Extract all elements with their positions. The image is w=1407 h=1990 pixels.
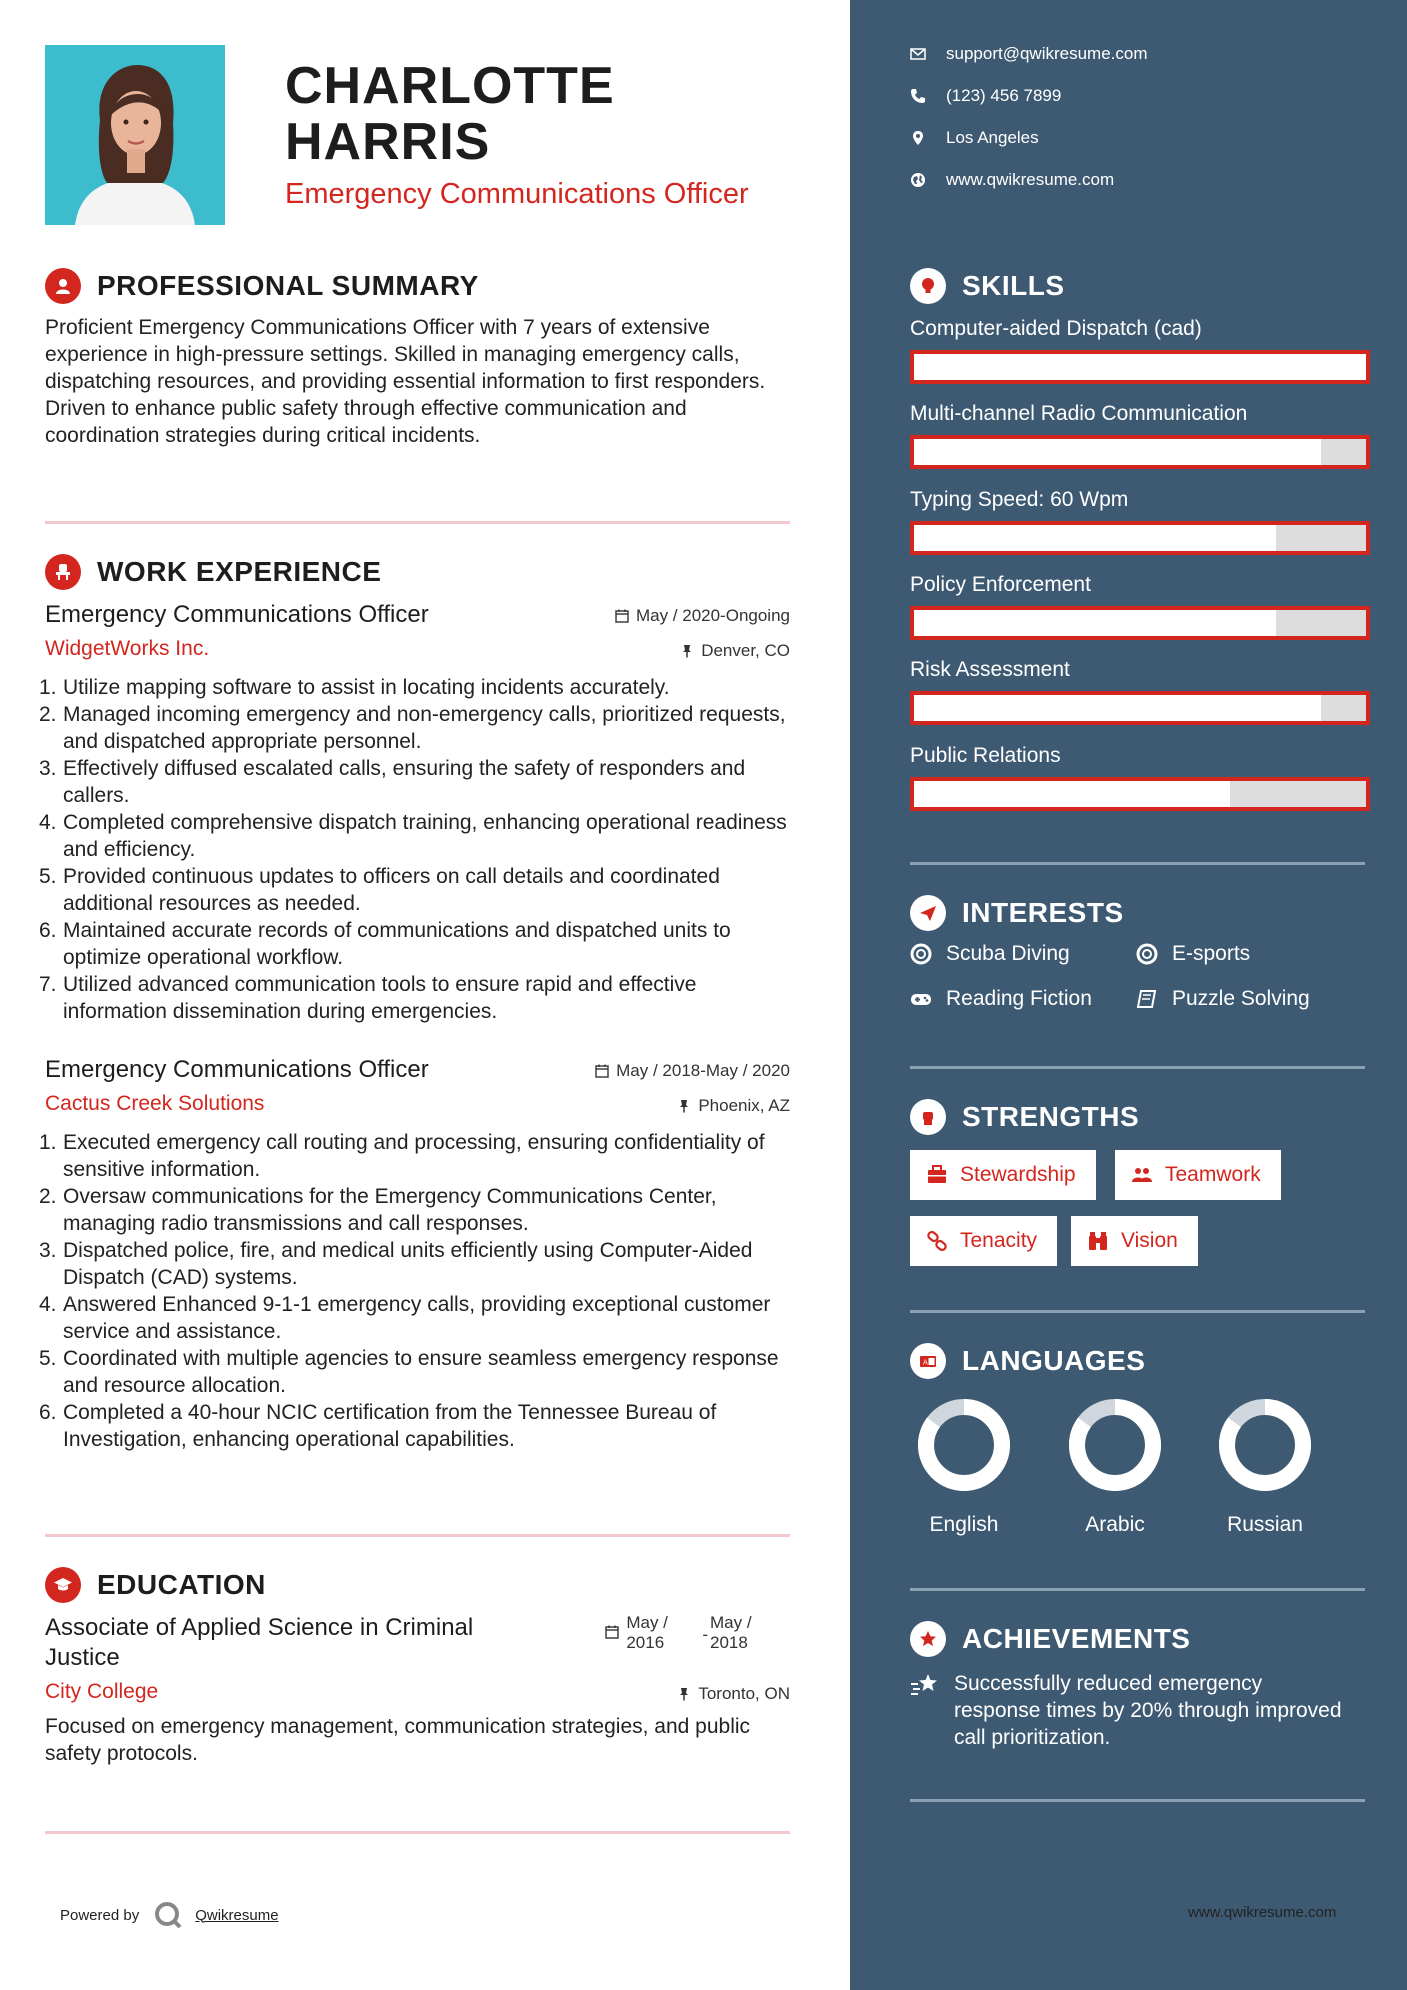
summary-text: Proficient Emergency Communications Officer with 7 years of extensive experience in high-pressure settings. Skilled in managing emergency calls, dispatching resources, and providing essential information to first responders. Driven to enhance public safety through effective communication and coordination strategies during critical incidents. xyxy=(45,316,766,447)
skill-item xyxy=(910,657,1370,725)
skill-item xyxy=(910,316,1370,384)
strength-tag xyxy=(910,1216,1057,1266)
divider xyxy=(45,521,790,524)
education-date-end: May / 2018 xyxy=(710,1613,752,1652)
skill-name: Policy Enforcement xyxy=(910,573,1091,596)
lifebuoy-icon xyxy=(1136,943,1158,965)
job-entry xyxy=(39,1055,790,1453)
skill-bar-fill xyxy=(914,525,1276,551)
skill-bar xyxy=(910,606,1370,640)
job-date xyxy=(595,1061,790,1081)
chair-icon xyxy=(45,554,81,590)
list-item: 5. Provided continuous updates to officers on call details and coordinated additional resources as needed. xyxy=(39,865,720,915)
experience-heading: WORK EXPERIENCE xyxy=(97,556,382,587)
language-item xyxy=(1065,1395,1165,1537)
interest-label: E-sports xyxy=(1172,942,1251,965)
job-title: Emergency Communications Officer xyxy=(45,601,429,628)
skill-name: Multi-channel Radio Communication xyxy=(910,402,1248,425)
education-location-text: Toronto, ON xyxy=(698,1684,790,1703)
language-ring xyxy=(914,1395,1014,1495)
list-item: 4. Completed comprehensive dispatch training, enhancing operational readiness and efficiency. xyxy=(39,811,787,861)
strength-tag xyxy=(910,1150,1096,1200)
skill-bar-fill xyxy=(914,354,1366,380)
lightbulb-icon xyxy=(910,268,946,304)
skill-bar xyxy=(910,777,1370,811)
job-title: Emergency Communications Officer xyxy=(45,1056,429,1083)
job-company: WidgetWorks Inc. xyxy=(45,637,210,660)
calendar-icon xyxy=(605,1625,619,1639)
skill-item xyxy=(910,401,1370,469)
user-icon xyxy=(45,268,81,304)
job-location xyxy=(677,1096,790,1116)
calendar-icon xyxy=(615,609,629,623)
interests-header xyxy=(910,893,1124,933)
powered-by-label: Powered by xyxy=(60,1906,140,1924)
list-item: 1. Utilize mapping software to assist in locating incidents accurately. xyxy=(39,676,670,699)
contact-email[interactable] xyxy=(910,44,1148,64)
users-icon xyxy=(1131,1164,1153,1186)
list-item: 3. Dispatched police, fire, and medical units efficiently using Computer-Aided Dispatch (CAD) systems. xyxy=(39,1239,753,1289)
shooting-star-icon xyxy=(910,1672,940,1698)
interest-label: Puzzle Solving xyxy=(1172,987,1310,1010)
globe-icon xyxy=(910,172,926,188)
skill-name: Computer-aided Dispatch (cad) xyxy=(910,317,1202,340)
summary-heading: PROFESSIONAL SUMMARY xyxy=(97,270,479,301)
divider xyxy=(45,1831,790,1834)
language-name: Arabic xyxy=(1085,1513,1145,1536)
svg-text:A: A xyxy=(923,1358,928,1367)
email-text: support@qwikresume.com xyxy=(946,44,1148,63)
graduation-cap-icon xyxy=(45,1567,81,1603)
job-location-text: Denver, CO xyxy=(701,641,790,660)
contact-location xyxy=(910,128,1039,148)
job-date-text: May / 2018-May / 2020 xyxy=(616,1061,790,1080)
paper-plane-icon xyxy=(910,895,946,931)
education-description: Focused on emergency management, communication strategies, and public safety protocols. xyxy=(45,1715,751,1765)
pin-icon xyxy=(677,1687,691,1701)
education-date xyxy=(605,1613,760,1653)
languages-header xyxy=(910,1341,1145,1381)
website-text: www.qwikresume.com xyxy=(946,170,1115,189)
divider xyxy=(910,1799,1365,1802)
skill-bar xyxy=(910,521,1370,555)
skills-header xyxy=(910,266,1065,306)
sidebar xyxy=(850,0,1407,1990)
binoculars-icon xyxy=(1087,1230,1109,1252)
languages-heading: LANGUAGES xyxy=(962,1345,1146,1376)
divider xyxy=(910,1310,1365,1313)
skills-heading: SKILLS xyxy=(962,270,1065,301)
skill-item xyxy=(910,743,1370,811)
list-item: 6. Maintained accurate records of communications and dispatched units to optimize operational workflow. xyxy=(39,919,731,969)
language-item xyxy=(1215,1395,1315,1537)
envelope-icon xyxy=(910,46,926,62)
achievement-text: Successfully reduced emergency response times by 20% through improved call prioritization. xyxy=(954,1672,1342,1749)
skill-bar xyxy=(910,435,1370,469)
job-location-text: Phoenix, AZ xyxy=(698,1096,790,1115)
skill-bar-fill xyxy=(914,695,1321,721)
phone-icon xyxy=(910,88,926,104)
list-item: 7. Utilized advanced communication tools to ensure rapid and effective information dissemination during emergencies. xyxy=(39,973,697,1023)
skill-name: Typing Speed: 60 Wpm xyxy=(910,488,1129,511)
job-date-text: May / 2020-Ongoing xyxy=(635,606,790,625)
job-location xyxy=(680,641,790,661)
education-heading: EDUCATION xyxy=(97,1569,266,1600)
list-item: 6. Completed a 40-hour NCIC certification from the Tennessee Bureau of Investigation, enhancing operational capabilities. xyxy=(39,1401,717,1451)
education-location xyxy=(677,1684,790,1704)
job-entry xyxy=(39,600,790,1025)
link-icon xyxy=(926,1230,948,1252)
skill-bar-fill xyxy=(914,610,1276,636)
experience-section xyxy=(39,552,790,1453)
divider xyxy=(910,1066,1365,1069)
profile-photo xyxy=(45,45,225,225)
language-name: Russian xyxy=(1227,1513,1303,1536)
interest-item xyxy=(1136,942,1250,966)
briefcase-icon xyxy=(926,1164,948,1186)
book-icon xyxy=(1136,988,1158,1010)
star-badge-icon xyxy=(910,1621,946,1657)
divider xyxy=(910,862,1365,865)
gamepad-icon xyxy=(910,988,932,1010)
list-item: 2. Oversaw communications for the Emergency Communications Center, managing radio transmissions and call responses. xyxy=(39,1185,717,1235)
duty-list xyxy=(39,1129,790,1453)
achievements-header xyxy=(910,1619,1190,1659)
candidate-name: CHARLOTTE HARRIS xyxy=(285,57,615,171)
language-ring xyxy=(1065,1395,1165,1495)
skill-name: Public Relations xyxy=(910,744,1061,767)
interest-item xyxy=(1136,987,1310,1011)
strength-tag xyxy=(1071,1216,1198,1266)
calendar-icon xyxy=(595,1064,609,1078)
divider xyxy=(910,1588,1365,1591)
skill-item xyxy=(910,572,1370,640)
skill-bar-fill xyxy=(914,439,1321,465)
interest-item xyxy=(910,987,1092,1011)
list-item: 5. Coordinated with multiple agencies to ensure seamless emergency response and resource allocation. xyxy=(39,1347,779,1397)
candidate-job-title: Emergency Communications Officer xyxy=(285,178,749,210)
skill-bar-fill xyxy=(914,781,1230,807)
strengths-heading: STRENGTHS xyxy=(962,1101,1140,1132)
duty-list xyxy=(39,674,790,1025)
footer-website[interactable]: www.qwikresume.com xyxy=(1188,1904,1337,1921)
education-entry xyxy=(45,1613,790,1767)
contact-website[interactable] xyxy=(910,170,1114,190)
phone-text: (123) 456 7899 xyxy=(946,86,1062,105)
strength-label: Teamwork xyxy=(1165,1163,1261,1186)
interest-label: Scuba Diving xyxy=(946,942,1070,965)
powered-by xyxy=(60,1900,279,1930)
language-item xyxy=(914,1395,1014,1537)
interest-label: Reading Fiction xyxy=(946,987,1092,1010)
job-company: Cactus Creek Solutions xyxy=(45,1092,265,1115)
divider xyxy=(45,1534,790,1537)
skill-bar xyxy=(910,350,1370,384)
skill-bar xyxy=(910,691,1370,725)
qwikresume-link[interactable]: Qwikresume xyxy=(195,1906,279,1924)
degree: Associate of Applied Science in Criminal Justice xyxy=(45,1614,474,1671)
qwikresume-logo-icon xyxy=(153,1900,183,1930)
interest-item xyxy=(910,942,1070,966)
list-item: 2. Managed incoming emergency and non-emergency calls, prioritized requests, and dispatched appropriate personnel. xyxy=(39,703,786,753)
education-date-separator: - xyxy=(702,1625,708,1644)
strength-label: Vision xyxy=(1121,1229,1178,1252)
translate-icon xyxy=(910,1343,946,1379)
map-marker-icon xyxy=(910,130,926,146)
achievements-heading: ACHIEVEMENTS xyxy=(962,1623,1191,1654)
education-date-start: May / 2016 xyxy=(626,1613,668,1652)
skill-name: Risk Assessment xyxy=(910,658,1070,681)
job-date xyxy=(615,606,790,626)
summary-section xyxy=(45,266,790,449)
contact-phone xyxy=(910,86,1061,106)
education-section xyxy=(45,1565,790,1767)
strength-tag xyxy=(1115,1150,1281,1200)
location-text: Los Angeles xyxy=(946,128,1039,147)
fist-icon xyxy=(910,1099,946,1135)
strengths-header xyxy=(910,1097,1139,1137)
skill-item xyxy=(910,487,1370,555)
interests-heading: INTERESTS xyxy=(962,897,1124,928)
achievement-item xyxy=(910,1670,1350,1751)
strength-label: Tenacity xyxy=(960,1229,1038,1252)
language-ring xyxy=(1215,1395,1315,1495)
lifebuoy-icon xyxy=(910,943,932,965)
list-item: 1. Executed emergency call routing and processing, ensuring confidentiality of sensitive information. xyxy=(39,1131,765,1181)
strength-label: Stewardship xyxy=(960,1163,1076,1186)
list-item: 4. Answered Enhanced 9-1-1 emergency calls, providing exceptional customer service and assistance. xyxy=(39,1293,771,1343)
list-item: 3. Effectively diffused escalated calls, ensuring the safety of responders and callers. xyxy=(39,757,746,807)
school: City College xyxy=(45,1680,159,1703)
language-name: English xyxy=(929,1513,999,1536)
pin-icon xyxy=(680,644,694,658)
pin-icon xyxy=(677,1099,691,1113)
